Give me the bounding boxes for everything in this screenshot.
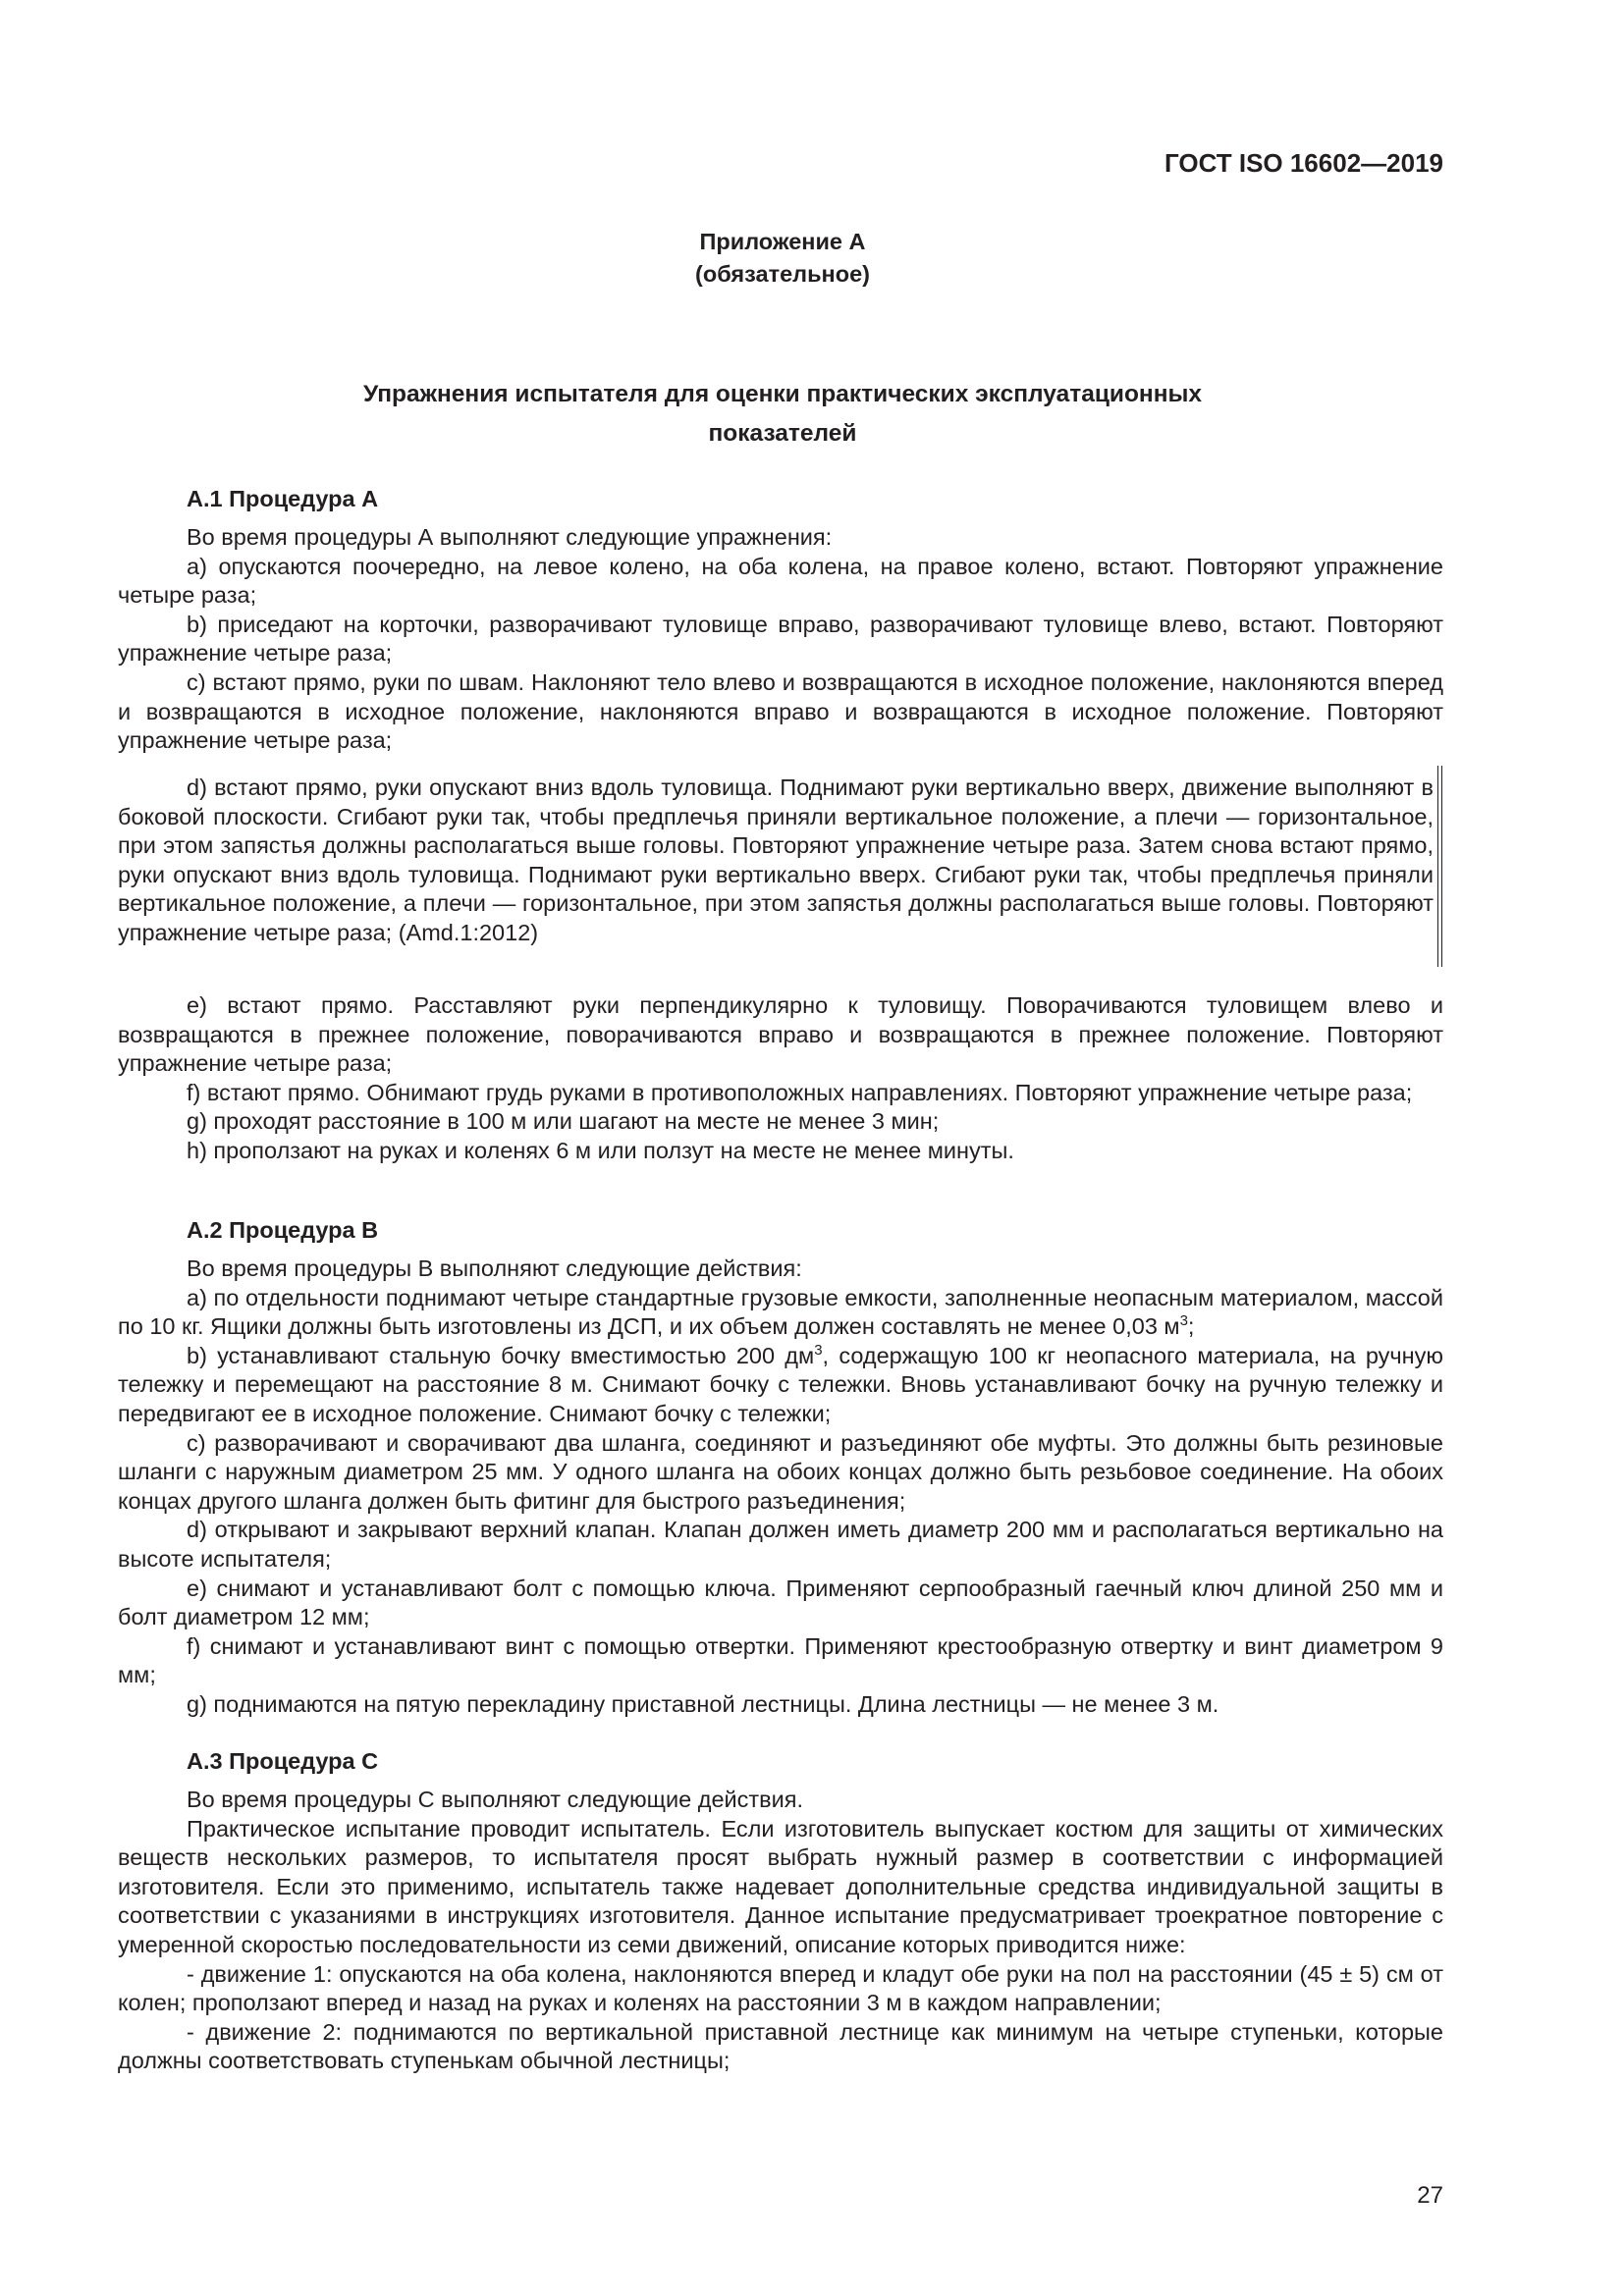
amendment-change-bar — [1437, 766, 1442, 967]
list-item-text: а) по отдельности поднимают четыре стандартные грузовые емкости, заполненные неопасным материалом, массой по 10 кг. Ящики должны быть изготовлены из ДСП, и их объем должен составлять не менее 0,03 м — [118, 1284, 1443, 1340]
list-item: е) снимают и устанавливают болт с помощью ключа. Применяют серпообразный гаечный ключ длиной 250 мм и болт диаметром 12 мм; — [118, 1575, 1443, 1630]
appendix-label: Приложение А — [699, 229, 866, 254]
list-item: с) разворачивают и сворачивают два шланга, соединяют и разъединяют обе муфты. Это должны быть резиновые шланги с наружным диаметром 25 мм. У одного шланга на обоих концах должно быть резьбовое соединение. На обоих концах другого шланга должен быть фитинг для быстрого разъединения; — [118, 1429, 1443, 1514]
section-a3-heading: А.3 Процедура С — [187, 1748, 379, 1774]
document-code: ГОСТ ISO 16602—2019 — [1164, 148, 1443, 178]
paragraph: Во время процедуры В выполняют следующие действия: — [187, 1255, 802, 1281]
list-item: f) снимают и устанавливают винт с помощью отвертки. Применяют крестообразную отвертку и винт диаметром 9 мм; — [118, 1632, 1443, 1688]
page-number: 27 — [1417, 2182, 1443, 2209]
paragraph: Во время процедуры А выполняют следующие упражнения: — [187, 524, 833, 550]
list-item: h) проползают на руках и коленях 6 м или ползут на месте не менее минуты. — [187, 1137, 1014, 1163]
list-item: b) приседают на корточки, разворачивают туловище вправо, разворачивают туловище влево, встают. Повторяют упражнение четыре раза; — [118, 611, 1443, 667]
appendix-status: (обязательное) — [695, 261, 870, 287]
section-a1-continued — [118, 991, 1443, 1166]
superscript: 3 — [814, 1341, 823, 1359]
list-item: d) открывают и закрывают верхний клапан. Клапан должен иметь диаметр 200 мм и располагаться вертикально на высоте испытателя; — [118, 1517, 1443, 1572]
list-item: е) встают прямо. Расставляют руки перпендикулярно к туловищу. Поворачиваются туловищем влево и возвращаются в прежнее положение, поворачиваются вправо и возвращаются в прежнее положение. Повторяют упражнение четыре раза; — [118, 992, 1443, 1077]
list-item-tail: ; — [1187, 1313, 1195, 1340]
section-a3 — [118, 1746, 1443, 2076]
superscript: 3 — [1179, 1312, 1188, 1330]
appendix-title-line1: Упражнения испытателя для оценки практических эксплуатационных — [362, 381, 1203, 407]
list-item: g) проходят расстояние в 100 м или шагают на месте не менее 3 мин; — [187, 1108, 940, 1135]
list-item: f) встают прямо. Обнимают грудь руками в противоположных направлениях. Повторяют упражнение четыре раза; — [187, 1079, 1413, 1105]
section-a1-amended — [118, 774, 1434, 948]
paragraph: Во время процедуры С выполняют следующие действия. — [187, 1787, 804, 1812]
list-item: а) опускаются поочередно, на левое колено, на оба колена, на правое колено, встают. Повторяют упражнение четыре раза; — [118, 553, 1443, 609]
section-a2 — [118, 1215, 1443, 1720]
section-a2-heading: А.2 Процедура В — [187, 1217, 379, 1243]
list-item: с) встают прямо, руки по швам. Наклоняют тело влево и возвращаются в исходное положение, наклоняются вперед и возвращаются в исходное положение, наклоняются вправо и возвращаются в исходное положение. Повторяют упражнение четыре раза; — [118, 668, 1443, 754]
paragraph: Практическое испытание проводит испытатель. Если изготовитель выпускает костюм для защиты от химических веществ нескольких размеров, то испытателя просят выбрать нужный размер в соответствии с информацией изготовителя. Если это применимо, испытатель также надевает дополнительные средства индивидуальной защиты в соответствии с указаниями в инструкциях изготовителя. Данное испытание предусматривает троекратное повторение с умеренной скоростью последовательности из семи движений, описание которых приводится ниже: — [118, 1815, 1443, 1957]
section-a1-heading: А.1 Процедура А — [187, 486, 379, 511]
appendix-title-line2: показателей — [708, 420, 857, 447]
list-item: - движение 1: опускаются на оба колена, наклоняются вперед и кладут обе руки на пол на расстоянии (45 ± 5) см от колен; проползают вперед и назад на руках и коленях на расстоянии 3 м в каждом направлении; — [118, 1960, 1443, 2016]
section-a1 — [118, 484, 1443, 756]
appendix-title — [0, 375, 1565, 454]
list-item: - движение 2: поднимаются по вертикальной приставной лестнице как минимум на четыре ступеньки, которые должны соответствовать ступенькам обычной лестницы; — [118, 2018, 1443, 2074]
list-item-text: b) устанавливают стальную бочку вместимостью 200 дм — [187, 1342, 815, 1368]
list-item — [118, 1284, 1443, 1342]
list-item — [118, 1342, 1443, 1429]
list-item-amended: d) встают прямо, руки опускают вниз вдоль туловища. Поднимают руки вертикально вверх, движение выполняют в боковой плоскости. Сгибают руки так, чтобы предплечья приняли вертикальное положение, а плечи — горизонтальное, при этом запястья должны располагаться выше головы. Повторяют упражнение четыре раза. Затем снова встают прямо, руки опускают вниз вдоль туловища. Поднимают руки вертикально вверх. Сгибают руки так, чтобы предплечья приняли вертикальное положение, а плечи — горизонтальное, при этом запястья должны располагаться выше головы. Повторяют упражнение четыре раза; (Amd.1:2012) — [118, 774, 1434, 945]
list-item-tail: , содержащую 100 кг неопасного материала, на ручную тележку и перемещают на расстояние 8 м. Снимают бочку с тележки. Вновь устанавливают бочку на ручную тележку и передвигают ее в исходное положение. Снимают бочку с тележки; — [118, 1342, 1443, 1426]
appendix-heading — [0, 226, 1565, 291]
list-item: g) поднимаются на пятую перекладину приставной лестницы. Длина лестницы — не менее 3 м. — [187, 1690, 1219, 1717]
